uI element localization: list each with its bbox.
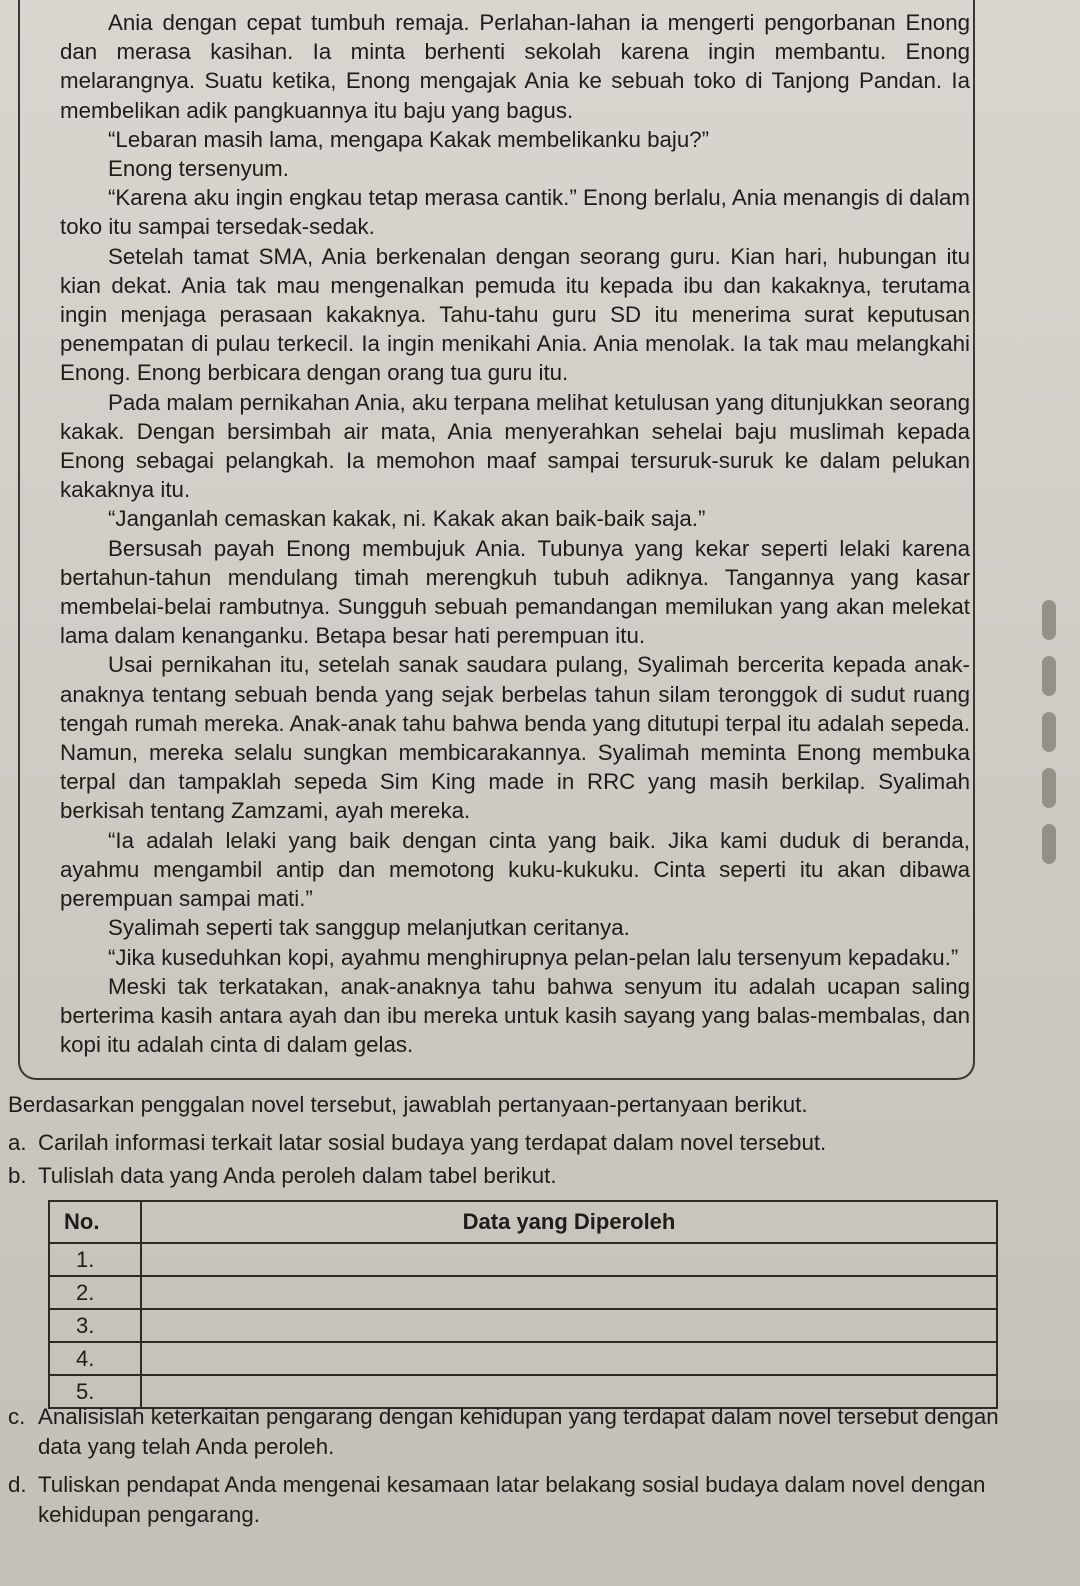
story-paragraph: Setelah tamat SMA, Ania berkenalan dengan seorang guru. Kian hari, hubungan itu kian dekat. Ania tak mau mengenalkan pemuda itu kepada ibu dan kakaknya, terutama ingin menjaga perasaan kakaknya. Tahu-tahu guru SD itu menerima surat keputusan penempatan di pulau terkecil. Ia ingin menikahi Ania. Ania menolak. Ia tak mau melangkahi Enong. Enong berbicara dengan orang tua guru itu. xyxy=(60,243,970,386)
row-number: 4. xyxy=(49,1342,141,1375)
column-header-data: Data yang Diperoleh xyxy=(141,1201,997,1243)
table-row xyxy=(49,1276,997,1309)
binding-mark xyxy=(1042,656,1056,696)
table-header-row xyxy=(49,1201,997,1243)
table-row xyxy=(49,1243,997,1276)
row-data-cell xyxy=(141,1276,997,1309)
question-section xyxy=(8,1090,1008,1195)
novel-excerpt xyxy=(60,8,970,1059)
story-frame xyxy=(18,0,975,1080)
story-paragraph: Usai pernikahan itu, setelah sanak saudara pulang, Syalimah bercerita kepada anak-anaknya tentang sebuah benda yang sejak berbelas tahun silam teronggok di sudut ruang tengah rumah mereka. Anak-anak tahu bahwa benda yang ditutupi terpal itu adalah sepeda. Namun, mereka selalu sungkan membicarakannya. Syalimah meminta Enong membuka terpal dan tampaklah sepeda Sim King made in RRC yang masih berkilap. Syalimah berkisah tentang Zamzami, ayah mereka. xyxy=(60,652,970,824)
question-c xyxy=(8,1402,1038,1461)
story-paragraph: Ania dengan cepat tumbuh remaja. Perlahan-lahan ia mengerti pengorbanan Enong dan merasa kasihan. Ia minta berhenti sekolah karena ingin membantu. Enong melarangnya. Suatu ketika, Enong mengajak Ania ke sebuah toko di Tanjong Pandan. Ia membelikan adik pangkuannya itu baju yang bagus. xyxy=(60,10,970,123)
table-row xyxy=(49,1309,997,1342)
binding-marks xyxy=(1036,600,1062,900)
question-letter: a. xyxy=(8,1129,27,1155)
story-paragraph: Meski tak terkatakan, anak-anaknya tahu bahwa senyum itu adalah ucapan saling berterima kasih antara ayah dan ibu mereka untuk kasih sayang yang balas-membalas, dan kopi itu adalah cinta di dalam gelas. xyxy=(60,973,970,1058)
story-paragraph: Enong tersenyum. xyxy=(108,156,289,182)
story-paragraph: Bersusah payah Enong membujuk Ania. Tubunya yang kekar seperti lelaki karena bertahun-tahun mendulang timah merengkuh tubuh adiknya. Tangannya yang kasar membelai-belai rambutnya. Sungguh sebuah pemandangan memilukan yang akan melekat lama dalam kenanganku. Betapa besar hati perempuan itu. xyxy=(60,535,970,649)
column-header-no: No. xyxy=(49,1201,141,1243)
row-number: 3. xyxy=(49,1309,141,1342)
question-letter: d. xyxy=(8,1472,27,1497)
data-table xyxy=(48,1200,998,1409)
story-paragraph: “Jika kuseduhkan kopi, ayahmu menghirupnya pelan-pelan lalu tersenyum kepadaku.” xyxy=(108,944,959,970)
binding-mark xyxy=(1042,600,1056,640)
row-data-cell xyxy=(141,1309,997,1342)
binding-mark xyxy=(1042,824,1056,864)
row-data-cell xyxy=(141,1342,997,1375)
story-paragraph: “Ia adalah lelaki yang baik dengan cinta yang baik. Jika kami duduk di beranda, ayahmu mengambil antip dan memotong kuku-kukuku. Cinta seperti itu akan dibawa perempuan sampai mati.” xyxy=(60,827,970,912)
story-paragraph: Pada malam pernikahan Ania, aku terpana melihat ketulusan yang ditunjukkan seorang kakak. Dengan bersimbah air mata, Ania menyerahkan sehelai baju muslimah kepada Enong sebagai pelangkah. Ia memohon maaf sampai tersuruk-suruk ke dalam pelukan kakaknya itu. xyxy=(60,389,970,503)
story-paragraph: “Janganlah cemaskan kakak, ni. Kakak akan baik-baik saja.” xyxy=(108,506,706,532)
table-row xyxy=(49,1342,997,1375)
row-number: 1. xyxy=(49,1243,141,1276)
story-paragraph: “Karena aku ingin engkau tetap merasa cantik.” Enong berlalu, Ania menangis di dalam toko itu sampai tersedak-sedak. xyxy=(60,185,970,240)
question-text: Analisislah keterkaitan pengarang dengan kehidupan yang terdapat dalam novel tersebut dengan data yang telah Anda peroleh. xyxy=(38,1404,999,1459)
question-text: Tuliskan pendapat Anda mengenai kesamaan latar belakang sosial budaya dalam novel dengan kehidupan pengarang. xyxy=(38,1472,986,1527)
question-text: Tulislah data yang Anda peroleh dalam tabel berikut. xyxy=(38,1163,557,1188)
story-paragraph: “Lebaran masih lama, mengapa Kakak membelikanku baju?” xyxy=(108,126,710,152)
question-b xyxy=(8,1161,1008,1191)
binding-mark xyxy=(1042,768,1056,808)
question-text: Carilah informasi terkait latar sosial budaya yang terdapat dalam novel tersebut. xyxy=(38,1129,827,1155)
binding-mark xyxy=(1042,712,1056,752)
story-paragraph: Syalimah seperti tak sanggup melanjutkan ceritanya. xyxy=(108,915,630,941)
row-data-cell xyxy=(141,1243,997,1276)
question-a xyxy=(8,1128,1008,1158)
row-number: 2. xyxy=(49,1276,141,1309)
questions-intro: Berdasarkan penggalan novel tersebut, jawablah pertanyaan-pertanyaan berikut. xyxy=(8,1092,808,1117)
question-d xyxy=(8,1470,1038,1529)
question-letter: c. xyxy=(8,1404,26,1429)
question-letter: b. xyxy=(8,1163,27,1188)
row-number: 5. xyxy=(49,1375,141,1408)
